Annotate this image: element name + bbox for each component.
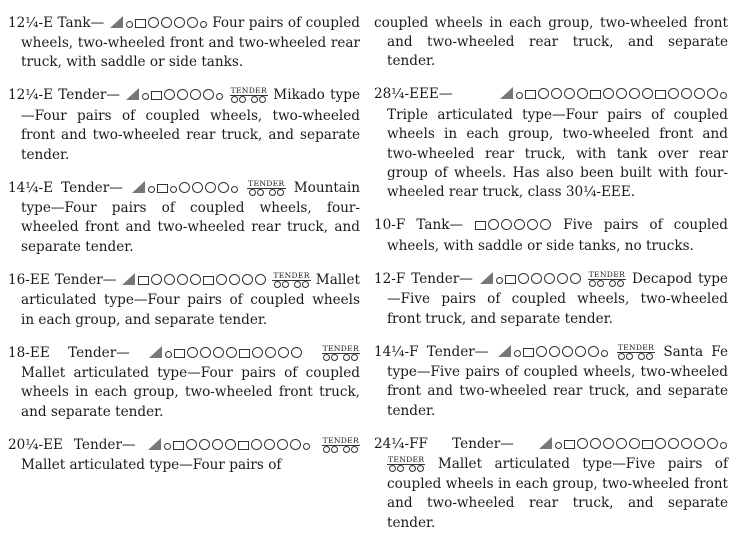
wheel-icon [303, 443, 310, 450]
wheel-arrangement-diagram [497, 344, 609, 363]
tender-symbol [387, 455, 425, 474]
wheel-icon [187, 17, 198, 28]
entry-12-e-tender [8, 86, 360, 165]
cylinder-icon [238, 441, 249, 450]
tender-label: TENDER [248, 178, 285, 188]
wheel-icon [274, 281, 281, 288]
cylinder-icon [475, 221, 486, 230]
entry-text: Mallet articulated type—Four pairs of coupled wheels in each group, two-wheeled front truck, and separate tender. [21, 365, 360, 420]
wheel-icon [212, 439, 223, 450]
wheel-icon [540, 219, 551, 230]
tender-label: TENDER [230, 86, 267, 96]
wheel-icon [205, 182, 216, 193]
cylinder-icon [157, 184, 168, 193]
wheel-icon [282, 281, 289, 288]
wheel-icon [668, 438, 679, 449]
tender-label: TENDER [617, 342, 655, 352]
cab-icon [498, 345, 511, 357]
wheel-icon [200, 21, 207, 28]
wheel-icon [148, 186, 155, 193]
wheel-icon [488, 219, 499, 230]
wheel-icon [255, 274, 266, 285]
wheel-icon [655, 438, 666, 449]
wheel-icon [707, 88, 718, 99]
wheel-icon [551, 88, 562, 99]
entry-text: Mikado type—Four pairs of coupled wheels, two-wheeled front and two-wheeled rear truck, and separate tender. [21, 87, 360, 163]
tender-symbol [230, 86, 268, 105]
wheel-icon [397, 465, 404, 472]
wheel-icon [231, 96, 238, 103]
wheel-icon [626, 353, 633, 360]
entry-12-e-tank [8, 14, 360, 73]
cylinder-icon [138, 276, 149, 285]
wheel-icon [536, 346, 547, 357]
wheel-icon [618, 353, 625, 360]
cylinder-icon [642, 440, 653, 449]
entry-28-eee [374, 85, 728, 202]
wheel-icon [681, 438, 692, 449]
wheel-icon [323, 354, 330, 361]
cylinder-icon [174, 349, 185, 358]
wheel-icon [557, 273, 568, 284]
tender-label: TENDER [588, 269, 626, 279]
wheel-arrangement-diagram [148, 345, 303, 364]
wheel-icon [609, 280, 616, 287]
wheel-icon [192, 182, 203, 193]
wheel-icon [514, 219, 525, 230]
wheel-icon [343, 446, 350, 453]
tender-symbol [322, 436, 360, 455]
wheel-arrangement-diagram [538, 436, 728, 455]
wheel-icon [165, 351, 172, 358]
wheel-icon [616, 438, 627, 449]
wheel-icon [527, 219, 538, 230]
entry-title: 14¼-E Tender— [8, 179, 123, 196]
wheel-icon [575, 346, 586, 357]
cylinder-icon [135, 19, 146, 28]
entry-text: coupled wheels in each group, two-wheeled front and two-wheeled rear truck, and separate tender. [374, 14, 728, 70]
entry-16-ee-tender [8, 271, 360, 330]
entry-text: Mallet articulated type—Five pairs of coupled wheels in each group, two-wheeled front and two-wheeled rear truck, and separate tender. [387, 456, 728, 531]
wheel-icon [249, 189, 256, 196]
wheel-icon [409, 465, 416, 472]
tender-label: TENDER [322, 343, 359, 353]
entry-text: Five pairs of coupled wheels, with saddle or side tanks, no trucks. [387, 217, 728, 254]
wheel-icon [518, 273, 529, 284]
wheel-icon [259, 96, 266, 103]
wheel-icon [538, 88, 549, 99]
wheel-icon [417, 465, 424, 472]
tender-label: TENDER [388, 455, 425, 465]
wheel-icon [597, 280, 604, 287]
cylinder-icon [655, 90, 666, 99]
wheel-icon [148, 17, 159, 28]
wheel-icon [323, 446, 330, 453]
cylinder-icon [239, 349, 250, 358]
entry-text: Mountain type—Four pairs of coupled wheels, four-wheeled front and two-wheeled rear truck, and separate tender. [21, 179, 361, 255]
tender-label: TENDER [322, 435, 360, 445]
cab-icon [126, 88, 139, 100]
wheel-icon [242, 274, 253, 285]
wheel-arrangement-diagram [131, 180, 239, 199]
wheel-icon [668, 88, 679, 99]
wheel-icon [603, 88, 614, 99]
cab-icon [539, 437, 552, 449]
entry-title: 12-F Tender— [374, 270, 473, 287]
entry-title: 16-EE Tender— [8, 271, 117, 288]
wheel-icon [389, 465, 396, 472]
wheel-icon [177, 89, 188, 100]
entry-title: 12¼-E Tender— [8, 87, 120, 104]
wheel-icon [694, 88, 705, 99]
entry-18-ee-tender [8, 344, 360, 423]
tender-symbol [588, 270, 626, 289]
tender-symbol [617, 343, 655, 362]
cylinder-icon [523, 348, 534, 357]
wheel-arrangement-diagram [147, 437, 311, 456]
wheel-icon [164, 274, 175, 285]
wheel-icon [544, 273, 555, 284]
cab-icon [480, 272, 493, 284]
wheel-icon [225, 439, 236, 450]
wheel-icon [642, 88, 653, 99]
cab-icon [110, 16, 123, 28]
wheel-arrangement-diagram [121, 272, 267, 291]
wheel-icon [203, 89, 214, 100]
wheel-arrangement-diagram [474, 217, 552, 236]
right-column [374, 0, 728, 538]
wheel-icon [216, 274, 227, 285]
wheel-icon [190, 89, 201, 100]
wheel-icon [564, 88, 575, 99]
wheel-icon [164, 89, 175, 100]
wheel-icon [681, 88, 692, 99]
wheel-icon [343, 354, 350, 361]
wheel-icon [514, 350, 521, 357]
wheel-icon [616, 88, 627, 99]
entry-title: 14¼-F Tender— [374, 343, 489, 360]
cylinder-icon [505, 275, 516, 284]
wheel-icon [177, 274, 188, 285]
wheel-icon [277, 189, 284, 196]
wheel-icon [577, 438, 588, 449]
wheel-arrangement-diagram [479, 271, 582, 290]
wheel-arrangement-diagram [499, 86, 728, 105]
entry-20-ee-tender [8, 436, 360, 476]
wheel-icon [638, 353, 645, 360]
tender-symbol [322, 344, 360, 363]
cab-icon [148, 438, 161, 450]
wheel-icon [252, 347, 263, 358]
entry-title: 12¼-E Tank— [8, 14, 105, 31]
cab-icon [122, 273, 135, 285]
wheel-icon [187, 347, 198, 358]
entry-12-f-tender [374, 270, 728, 329]
cylinder-icon [151, 91, 162, 100]
wheel-icon [629, 88, 640, 99]
wheel-icon [265, 347, 276, 358]
wheel-icon [257, 189, 264, 196]
wheel-icon [601, 350, 608, 357]
wheel-icon [170, 186, 177, 193]
cylinder-icon [564, 440, 575, 449]
wheel-icon [186, 439, 197, 450]
wheel-icon [277, 439, 288, 450]
wheel-icon [351, 446, 358, 453]
wheel-icon [190, 274, 201, 285]
entry-title: 28¼-EEE— [374, 86, 453, 103]
entry-title: 20¼-EE Tender— [8, 436, 136, 453]
entry-14-e-tender [8, 179, 360, 258]
wheel-icon [291, 347, 302, 358]
wheel-icon [351, 354, 358, 361]
entry-title: 10-F Tank— [374, 217, 464, 234]
wheel-icon [555, 442, 562, 449]
wheel-icon [562, 346, 573, 357]
tender-symbol [272, 271, 310, 290]
entry-20-ee-continued [374, 14, 728, 72]
wheel-icon [577, 88, 588, 99]
cab-icon [149, 346, 162, 358]
wheel-arrangement-diagram [109, 15, 208, 34]
wheel-icon [161, 17, 172, 28]
cylinder-icon [203, 276, 214, 285]
wheel-icon [694, 438, 705, 449]
wheel-icon [629, 438, 640, 449]
wheel-icon [646, 353, 653, 360]
wheel-icon [164, 443, 171, 450]
left-column [8, 0, 360, 481]
cylinder-icon [173, 441, 184, 450]
entry-title: 24¼-FF Tender— [374, 435, 514, 452]
wheel-icon [251, 96, 258, 103]
wheel-icon [302, 281, 309, 288]
wheel-icon [151, 274, 162, 285]
wheel-icon [239, 96, 246, 103]
wheel-icon [501, 219, 512, 230]
wheel-icon [213, 347, 224, 358]
entry-24-ff-tender [374, 435, 728, 533]
wheel-icon [142, 93, 149, 100]
wheel-icon [531, 273, 542, 284]
wheel-icon [496, 277, 503, 284]
entry-text: Santa Fe type—Five pairs of coupled wheels, two-wheeled front and two-wheeled rear truck, and separate tender. [387, 343, 729, 419]
wheel-icon [570, 273, 581, 284]
wheel-icon [707, 438, 718, 449]
wheel-icon [231, 186, 238, 193]
wheel-icon [331, 354, 338, 361]
wheel-icon [588, 346, 599, 357]
wheel-arrangement-diagram [125, 87, 224, 106]
wheel-icon [218, 182, 229, 193]
wheel-icon [331, 446, 338, 453]
wheel-icon [174, 17, 185, 28]
cylinder-icon [525, 90, 536, 99]
wheel-icon [720, 442, 727, 449]
truck-wheel-icon [126, 21, 133, 28]
tender-symbol [247, 179, 285, 198]
wheel-icon [549, 346, 560, 357]
wheel-icon [589, 280, 596, 287]
wheel-icon [590, 438, 601, 449]
cylinder-icon [590, 90, 601, 99]
wheel-icon [264, 439, 275, 450]
tender-label: TENDER [273, 270, 310, 280]
wheel-icon [269, 189, 276, 196]
wheel-icon [179, 182, 190, 193]
wheel-icon [516, 92, 523, 99]
entry-text: Decapod type—Five pairs of coupled wheels, two-wheeled front truck, and separate tender. [387, 270, 728, 327]
wheel-icon [216, 93, 223, 100]
entry-text: Triple articulated type—Four pairs of coupled wheels in each group, two-wheeled front and two-wheeled rear truck, with tank over rear group of wheels. Has also been built with four-wheeled rear truck, class 30¼-EEE. [387, 106, 728, 201]
wheel-icon [290, 439, 301, 450]
wheel-icon [200, 347, 211, 358]
wheel-icon [603, 438, 614, 449]
wheel-icon [278, 347, 289, 358]
cab-icon [132, 181, 145, 193]
wheel-icon [294, 281, 301, 288]
wheel-icon [720, 92, 727, 99]
wheel-icon [229, 274, 240, 285]
wheel-icon [199, 439, 210, 450]
wheel-icon [226, 347, 237, 358]
wheel-icon [617, 280, 624, 287]
cab-icon [500, 87, 513, 99]
entry-title: 18-EE Tender— [8, 344, 130, 361]
entry-text: Mallet articulated type—Four pairs of [21, 457, 282, 474]
entry-14-f-tender [374, 343, 728, 422]
entry-10-f-tank [374, 216, 728, 256]
entry-text: Mallet articulated type—Four pairs of coupled wheels in each group, and separate tender. [21, 271, 361, 328]
wheel-icon [251, 439, 262, 450]
entry-text: Four pairs of coupled wheels, two-wheeled front and two-wheeled rear truck, with saddle or side tanks. [21, 14, 360, 71]
